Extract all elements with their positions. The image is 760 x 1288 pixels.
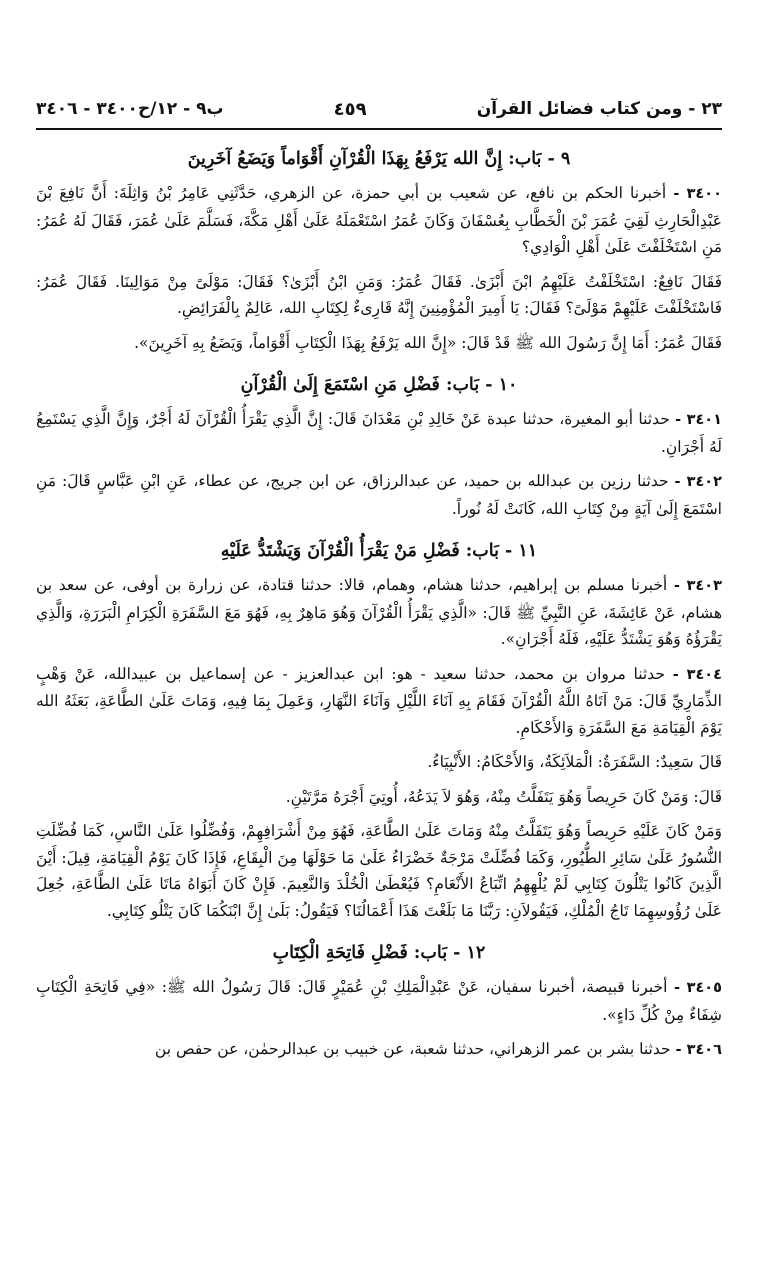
hadith-text: أخبرنا الحكم بن نافع، عن شعيب بن أبي حمزة، عن الزهري، حَدَّثَنِي عَامِرُ بْنُ وَاثِلَةَ: أَنَّ نَافِعَ بْنَ عَبْدِالْحَارِثِ لَقِيَ عُمَرَ بْنَ الْخَطَّابِ بِعُسْفَانَ وَكَانَ عُمَرُ اسْتَعْمَلَهُ عَلَىٰ أَهْلِ مَكَّةَ، فَسَلَّمَ عَلَىٰ عُمَرَ، فَقَالَ لَهُ عُمَرُ: مَنِ اسْتَخْلَفْتَ عَلَىٰ أَهْلِ الْوَادِي؟ bbox=[36, 184, 722, 256]
hadith-paragraph bbox=[36, 749, 722, 776]
hadith-number: ٣٤٠٠ - bbox=[673, 186, 722, 202]
hadith-paragraph bbox=[36, 818, 722, 924]
hadith-text: حدثنا أبو المغيرة، حدثنا عبدة عَنْ خَالِدِ بْنِ مَعْدَانَ قَالَ: إِنَّ الَّذِي يَقْرَأُ الْقُرْآنَ لَهُ أَجْرٌ، وَإِنَّ الَّذِي يَسْتَمِعُ لَهُ أَجْرَانِ. bbox=[36, 410, 722, 456]
chapter-title: ٢٣ - ومن كتاب فضائل القرآن bbox=[476, 99, 722, 119]
book-page bbox=[0, 94, 760, 1288]
hadith-paragraph bbox=[36, 1036, 722, 1064]
hadith-text: فَقَالَ نَافِعٌ: اسْتَخْلَفْتُ عَلَيْهِمُ ابْنَ أَبْزَىٰ. فَقَالَ عُمَرُ: وَمَنِ ابْنُ أَبْزَىٰ؟ فَقَالَ: مَوْلَىً مِنْ مَوَالِينَا. فَقَالَ عُمَرُ: فَاسْتَخْلَفْتَ عَلَيْهِمْ مَوْلَىً؟ فَقَالَ: يَا أَمِيرَ الْمُؤْمِنِينَ إِنَّهُ قَارِىءٌ لِكِتَابِ الله، عَالِمٌ بِالْفَرَائِضِ. bbox=[36, 272, 722, 317]
hadith-text: فَقَالَ عُمَرُ: أَمَا إِنَّ رَسُولَ الله ﷺ قَدْ قَالَ: «إِنَّ الله يَرْفَعُ بِهَذَا الْكِتَابِ أَقْوَاماً، وَيَضَعُ بِهِ آخَرِينَ». bbox=[134, 333, 722, 352]
page-body bbox=[36, 146, 722, 1064]
hadith-number: ٣٤٠١ - bbox=[675, 412, 723, 428]
section-heading: ١٠ - بَاب: فَضْلِ مَنِ اسْتَمَعَ إِلَىٰ الْقُرْآنِ bbox=[240, 375, 518, 395]
hadith-paragraph bbox=[36, 406, 722, 460]
section-heading: ٩ - بَاب: إِنَّ الله يَرْفَعُ بِهَذَا الْقُرْآنِ أَقْوَاماً وَيَضَعُ آخَرِينَ bbox=[187, 149, 571, 169]
hadith-number: ٣٤٠٥ - bbox=[673, 980, 723, 996]
page-number: ٤٥٩ bbox=[333, 98, 367, 120]
hadith-text: أخبرنا مسلم بن إبراهيم، حدثنا هشام، وهمام، قالا: حدثنا قتادة، عن زرارة بن أوفى، عن سعد بن هشام، عَنْ عَائِشَةَ، عَنِ النَّبِيِّ ﷺ قَالَ: «الَّذِي يَقْرَأُ الْقُرْآنَ وَهُوَ مَاهِرٌ بِهِ، فَهُوَ مَعَ السَّفَرَةِ الْكِرَامِ الْبَرَرَةِ، وَالَّذِي يَقْرَؤُهُ وَهُوَ يَشْتَدُّ عَلَيْهِ، فَلَهُ أَجْرَانِ». bbox=[36, 576, 722, 648]
hadith-paragraph bbox=[36, 330, 722, 357]
hadith-range: ب٩ - ١٢/ح٣٤٠٠ - ٣٤٠٦ bbox=[36, 99, 224, 119]
hadith-number: ٣٤٠٣ - bbox=[673, 578, 722, 594]
hadith-paragraph bbox=[36, 572, 722, 653]
hadith-text: حدثنا رزين بن عبدالله بن حميد، عن عبدالرزاق، عن ابن جريج، عن عطاء، عَنِ ابْنِ عَبَّاسٍ قَالَ: مَنِ اسْتَمَعَ إِلَىٰ آيَةٍ مِنْ كِتَابِ الله، كَانَتْ لَهُ نُوراً. bbox=[36, 472, 722, 518]
hadith-paragraph bbox=[36, 974, 722, 1028]
hadith-text: حدثنا بشر بن عمر الزهراني، حدثنا شعبة، عن خبيب بن عبدالرحمٰن، عن حفص بن bbox=[154, 1040, 671, 1058]
hadith-text: وَمَنْ كَانَ عَلَيْهِ حَرِيصاً وَهُوَ يَتَفَلَّتُ مِنْهُ وَمَاتَ عَلَىٰ الطَّاعَةِ، فَهُوَ مِنْ أَشْرَافِهِمْ، وَفُضِّلُوا عَلَىٰ النَّاسِ، كَمَا فُضِّلَتِ النُّسُورُ عَلَىٰ سَائِرِ الطُّيُورِ، وَكَمَا فُضِّلَتْ مَرْجَةٌ خَضْرَاءُ عَلَىٰ مَا حَوْلَهَا مِنَ الْبِقَاعِ، فَإِذَا كَانَ يَوْمُ الْقِيَامَةِ، قِيلَ: أَيْنَ الَّذِينَ كَانُوا يَتْلُونَ كِتَابِي لَمْ يُلْهِهِمُ اتِّبَاعُ الأَنْعَامِ؟ فَيُعْطَىٰ الْخُلْدَ وَالنَّعِيمَ. فَإِنْ كَانَ أَبَوَاهُ مَاتَا عَلَىٰ الطَّاعَةِ، جُعِلَ عَلَىٰ رُؤُوسِهِمَا تَاجُ الْمُلْكِ، فَيَقُولاَنِ: رَبَّنَا مَا بَلَغْتَ هَذَا أَعْمَالُنَا؟ فَيَقُولُ: بَلَىٰ إِنَّ ابْنَكُمَا كَانَ يَتْلُو كِتَابِي. bbox=[36, 822, 722, 920]
hadith-text: حدثنا مروان بن محمد، حدثنا سعيد - هو: ابن عبدالعزيز - عن إسماعيل بن عبيدالله، عَنْ وَهْبٍ الذِّمَارِيِّ قَالَ: مَنْ آتَاهُ اللَّهُ الْقُرْآنَ فَقَامَ بِهِ آنَاءَ اللَّيْلِ وَآنَاءَ النَّهَارِ، وَعَمِلَ بِمَا فِيهِ، وَمَاتَ عَلَىٰ الطَّاعَةِ، بَعَثَهُ الله يَوْمَ الْقِيَامَةِ مَعَ السَّفَرَةِ وَالأَحْكَامِ. bbox=[36, 664, 722, 737]
hadith-number: ٣٤٠٤ - bbox=[672, 666, 722, 683]
running-header bbox=[36, 94, 722, 124]
hadith-paragraph bbox=[36, 661, 722, 742]
hadith-paragraph bbox=[36, 180, 722, 261]
hadith-paragraph bbox=[36, 784, 722, 811]
section-heading: ١٢ - بَاب: فَضْلِ فَاتِحَةِ الْكِتَابِ bbox=[272, 943, 486, 963]
hadith-text: قَالَ سَعِيدٌ: السَّفَرَةُ: الْمَلاَئِكَةُ، وَالأَحْكَامُ: الأَنْبِيَاءُ. bbox=[427, 753, 722, 771]
hadith-paragraph bbox=[36, 269, 722, 322]
header-rule bbox=[36, 128, 722, 130]
section-heading: ١١ - بَاب: فَضْلِ مَنْ يَقْرَأُ الْقُرْآنَ وَيَشْتَدُّ عَلَيْهِ bbox=[220, 541, 538, 561]
hadith-text: أخبرنا قبيصة، أخبرنا سفيان، عَنْ عَبْدِالْمَلِكِ بْنِ عُمَيْرٍ قَالَ: قَالَ رَسُولُ الله ﷺ: «فِي فَاتِحَةِ الْكِتَابِ شِفَاءٌ مِنْ كُلِّ دَاءٍ». bbox=[36, 978, 722, 1024]
hadith-paragraph bbox=[36, 468, 722, 522]
hadith-number: ٣٤٠٦ - bbox=[675, 1042, 722, 1058]
hadith-text: قَالَ: وَمَنْ كَانَ حَرِيصاً وَهُوَ يَتَفَلَّتُ مِنْهُ، وَهُوَ لاَ يَدَعُهُ، أُوتِيَ أَجْرَهُ مَرَّتَيْنِ. bbox=[285, 787, 722, 806]
hadith-number: ٣٤٠٢ - bbox=[674, 474, 722, 490]
